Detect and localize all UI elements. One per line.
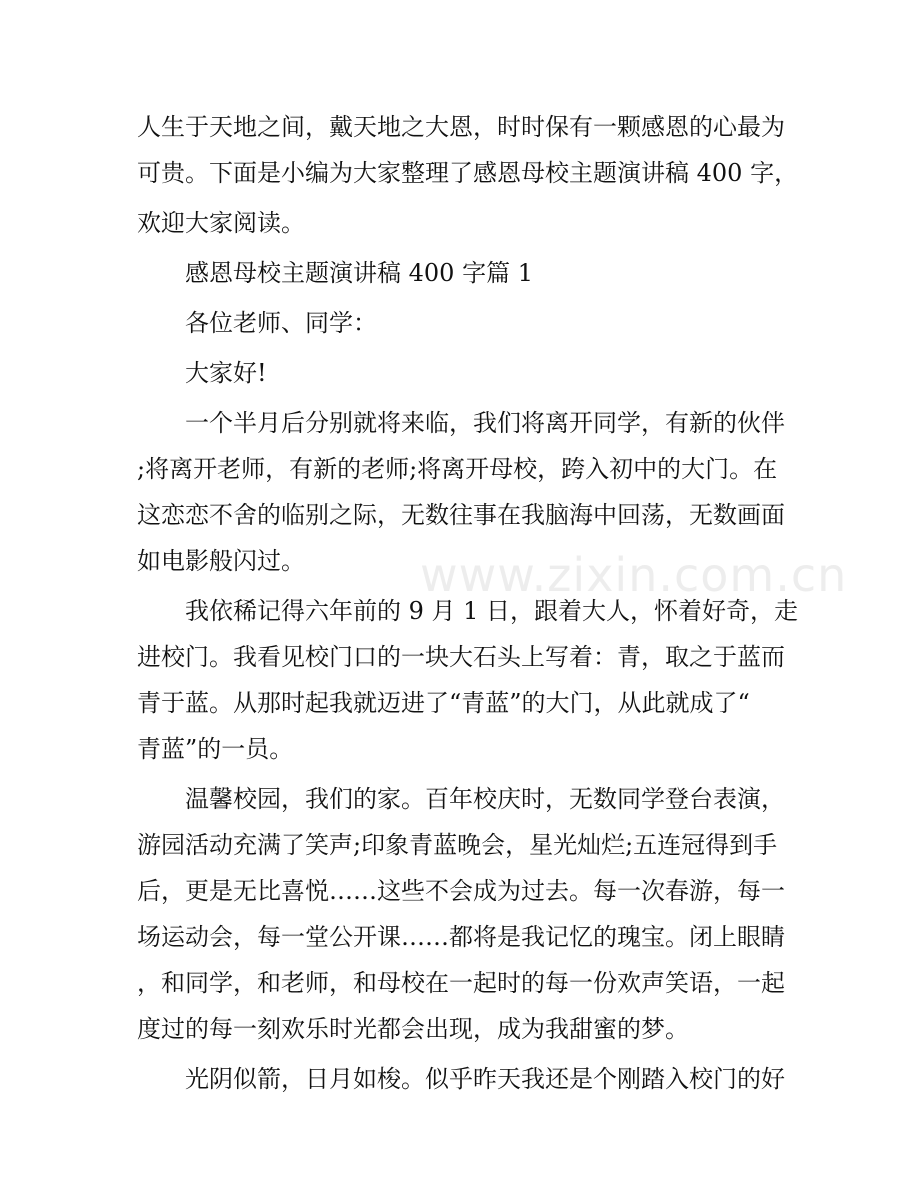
text-line: 后，更是无比喜悦……这些不会成为过去。每一次春游，每一 <box>137 877 785 905</box>
salutation: 各位老师、同学： <box>185 309 377 337</box>
text-line: 欢迎大家阅读。 <box>137 209 305 237</box>
text-line: 游园活动充满了笑声;印象青蓝晚会，星光灿烂;五连冠得到手 <box>137 831 778 859</box>
text-line: 进校门。我看见校门口的一块大石头上写着：青，取之于蓝而 <box>137 643 785 671</box>
text-line: 我依稀记得六年前的 9 月 1 日，跟着大人，怀着好奇，走 <box>185 597 799 625</box>
text-line: 青于蓝。从那时起我就迈进了“青蓝”的大门，从此就成了“ <box>137 689 750 717</box>
text-line: 可贵。下面是小编为大家整理了感恩母校主题演讲稿 400 字， <box>137 159 799 187</box>
text-line: 如电影般闪过。 <box>137 547 305 575</box>
document-body <box>137 104 799 1102</box>
text-line: 场运动会，每一堂公开课……都将是我记忆的瑰宝。闭上眼睛 <box>137 923 785 951</box>
text-line: 人生于天地之间，戴天地之大恩，时时保有一颗感恩的心最为 <box>137 113 785 141</box>
text-line: 这恋恋不舍的临别之际，无数往事在我脑海中回荡，无数画面 <box>137 501 785 529</box>
text-line: 青蓝”的一员。 <box>137 735 294 763</box>
greeting: 大家好! <box>185 359 267 387</box>
text-line: 光阴似箭，日月如梭。似乎昨天我还是个刚踏入校门的好 <box>185 1065 785 1093</box>
section-heading: 感恩母校主题演讲稿 400 字篇 1 <box>185 259 533 287</box>
text-line: 温馨校园，我们的家。百年校庆时，无数同学登台表演， <box>185 785 785 813</box>
text-line: ，和同学，和老师，和母校在一起时的每一份欢声笑语，一起 <box>137 969 785 997</box>
text-line: 度过的每一刻欢乐时光都会出现，成为我甜蜜的梦。 <box>137 1015 689 1043</box>
text-line: ;将离开老师，有新的老师;将离开母校，跨入初中的大门。在 <box>137 455 778 483</box>
text-line: 一个半月后分别就将来临，我们将离开同学，有新的伙伴 <box>185 409 785 437</box>
watermark: www.zixin.com.cn <box>420 548 848 602</box>
